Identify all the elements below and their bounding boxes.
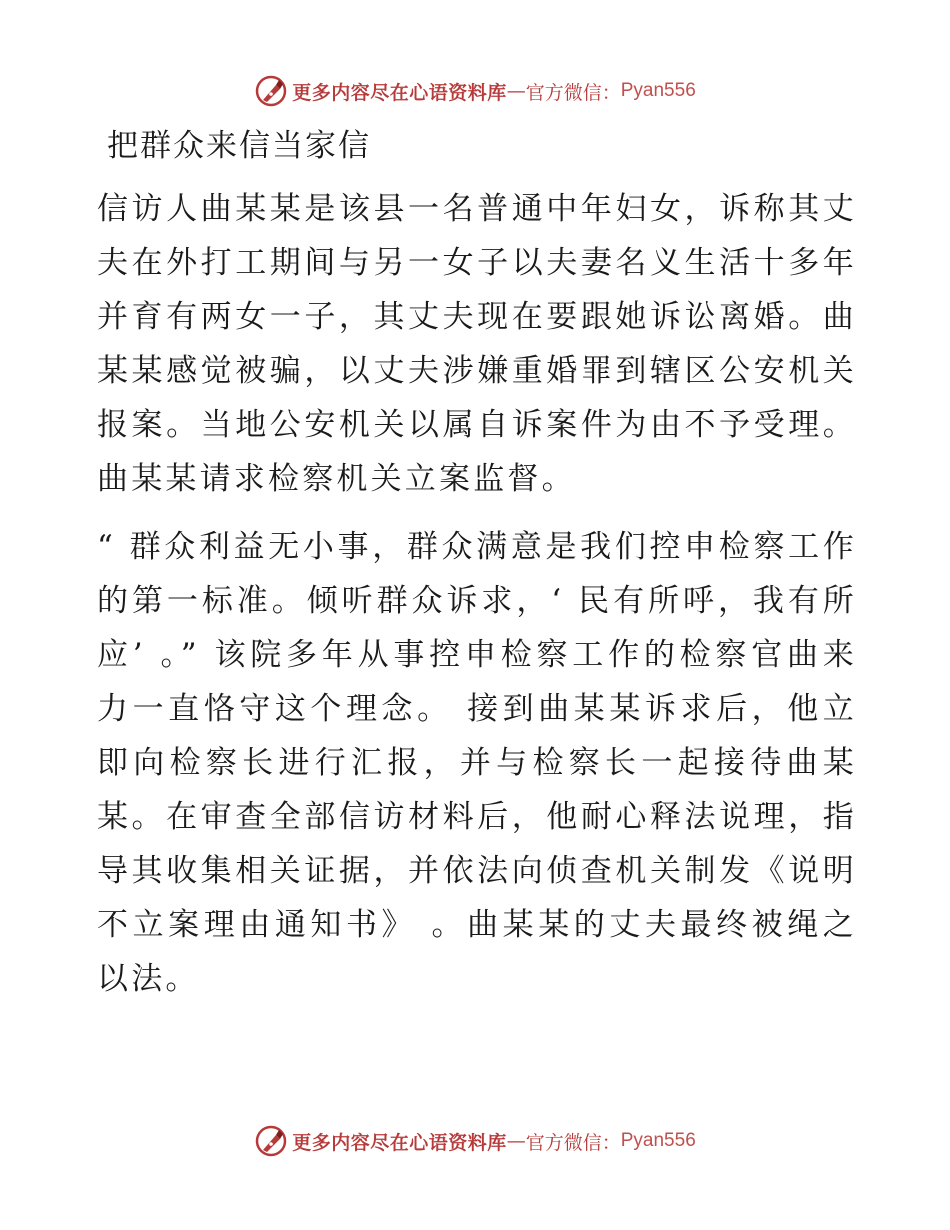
document-body — [97, 120, 857, 1020]
banner-wechat-id: Pyan556 — [620, 80, 696, 101]
paragraph-1: 信访人曲某某是该县一名普通中年妇女，诉称其丈夫在外打工期间与另一女子以夫妻名义生活十多年并育有两女一子，其丈夫现在要跟她诉讼离婚。曲某某感觉被骗，以丈夫涉嫌重婚罪到辖区公安机关报案。当地公安机关以属自诉案件为由不予受理。曲某某请求检察机关立案监督。 — [97, 191, 857, 497]
banner-slogan: 更多内容尽在心语资料库 — [292, 81, 507, 104]
footer-banner — [0, 1121, 950, 1161]
banner-wechat-label: 官方微信： — [525, 81, 621, 104]
banner-dash: — — [506, 80, 526, 102]
pen-nib-logo-icon — [254, 1124, 288, 1158]
banner-slogan: 更多内容尽在心语资料库 — [292, 1131, 507, 1154]
pen-nib-logo-icon — [254, 74, 288, 108]
banner-dash: — — [506, 1130, 526, 1152]
banner-wechat-id: Pyan556 — [620, 1130, 696, 1151]
paragraph-2: “ 群众利益无小事，群众满意是我们控申检察工作的第一标准。倾听群众诉求，‘ 民有所呼，我有所应’ 。” 该院多年从事控申检察工作的检察官曲来力一直恪守这个理念。 接到曲某某诉求后，他立即向检察长进行汇报，并与检察长一起接待曲某某。在审查全部信访材料后，他耐心释法说理，指导其收集相关证据，并依法向侦查机关制发《说明不立案理由通知书》 。曲某某的丈夫最终被绳之以法。 — [97, 529, 857, 997]
header-banner — [0, 71, 950, 111]
document-title: 把群众来信当家信 — [107, 128, 371, 164]
banner-wechat-label: 官方微信： — [525, 1131, 621, 1154]
